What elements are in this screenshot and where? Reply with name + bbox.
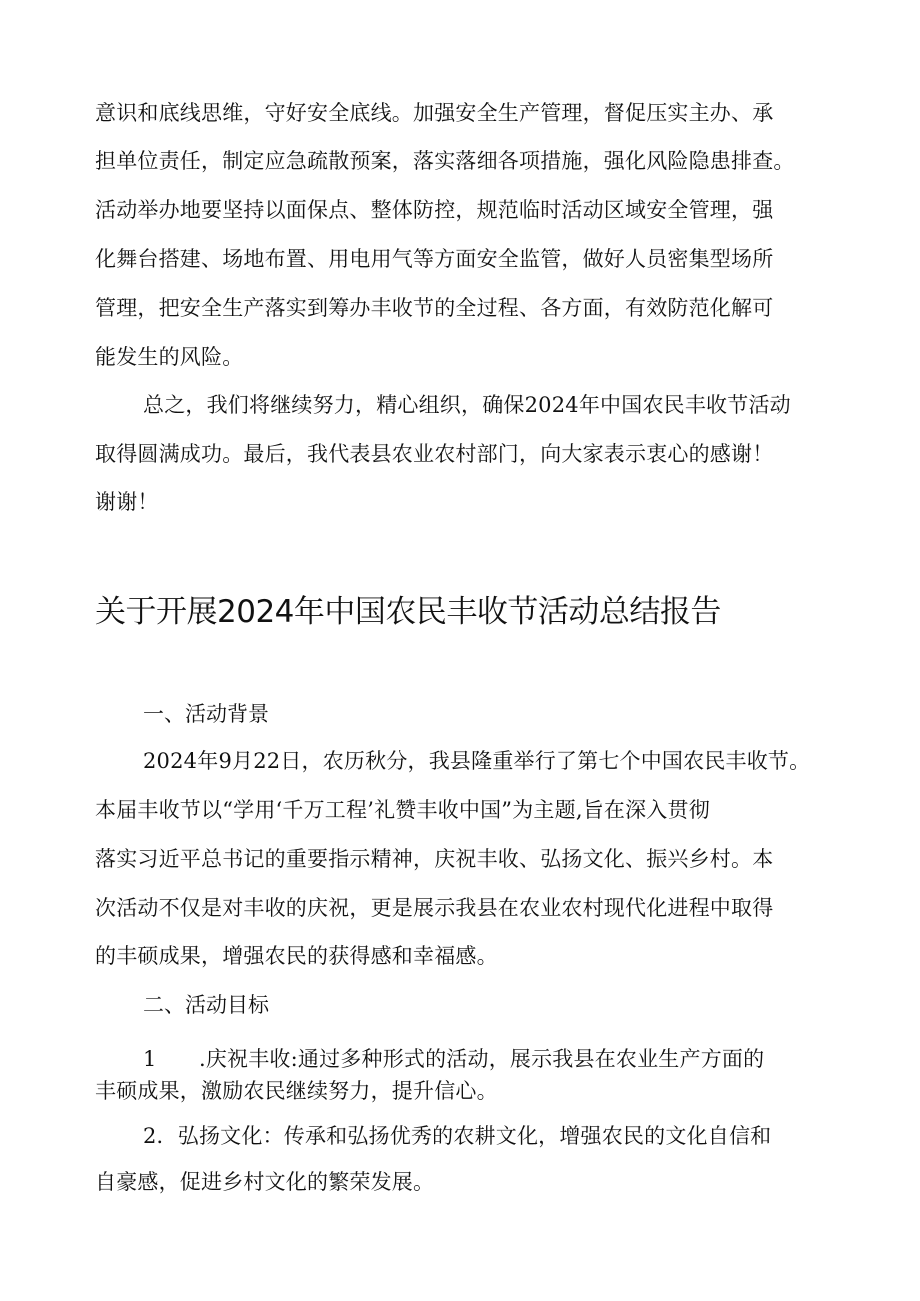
paragraph-line: 意识和底线思维，守好安全底线。加强安全生产管理，督促压实主办、承: [95, 101, 774, 125]
paragraph-line: 管理，把安全生产落实到筹办丰收节的全过程、各方面，有效防范化解可: [95, 296, 774, 320]
goal-item-line: 2．弘扬文化：传承和弘扬优秀的农耕文化，增强农民的文化自信和: [143, 1124, 772, 1148]
paragraph-line: 总之，我们将继续努力，精心组织，确保2024年中国农民丰收节活动: [143, 393, 791, 417]
paragraph-line: 担单位责任，制定应急疏散预案，落实落细各项措施，强化风险隐患排查。: [95, 149, 795, 173]
paragraph-line: 取得圆满成功。最后，我代表县农业农村部门，向大家表示衷心的感谢！: [95, 442, 774, 466]
paragraph-line: 能发生的风险。: [95, 345, 244, 369]
section-1-line: 2024年9月22日，农历秋分，我县隆重举行了第七个中国农民丰收节。: [143, 749, 811, 773]
section-1-line: 次活动不仅是对丰收的庆祝，更是展示我县在农业农村现代化进程中取得: [95, 896, 774, 920]
section-heading-background: 一、活动背景: [143, 702, 269, 726]
report-title: 关于开展2024年中国农民丰收节活动总结报告: [95, 594, 721, 630]
goal-item-line: 1 .庆祝丰收:通过多种形式的活动，展示我县在农业生产方面的: [143, 1047, 765, 1071]
paragraph-line: 化舞台搭建、场地布置、用电用气等方面安全监管，做好人员密集型场所: [95, 247, 774, 271]
section-1-line: 的丰硕成果，增强农民的获得感和幸福感。: [95, 944, 498, 968]
goal-item-line: 自豪感，促进乡村文化的繁荣发展。: [95, 1170, 435, 1194]
goal-item-line: 丰硕成果，激励农民继续努力，提升信心。: [95, 1079, 498, 1103]
section-1-line: 本届丰收节以“学用‘千万工程’礼赞丰收中国”为主题,旨在深入贯彻: [95, 798, 710, 822]
section-1-line: 落实习近平总书记的重要指示精神，庆祝丰收、弘扬文化、振兴乡村。本: [95, 847, 774, 871]
section-heading-goals: 二、活动目标: [143, 993, 269, 1017]
paragraph-line: 活动举办地要坚持以面保点、整体防控，规范临时活动区域安全管理，强: [95, 198, 774, 222]
paragraph-line: 谢谢！: [95, 490, 159, 514]
